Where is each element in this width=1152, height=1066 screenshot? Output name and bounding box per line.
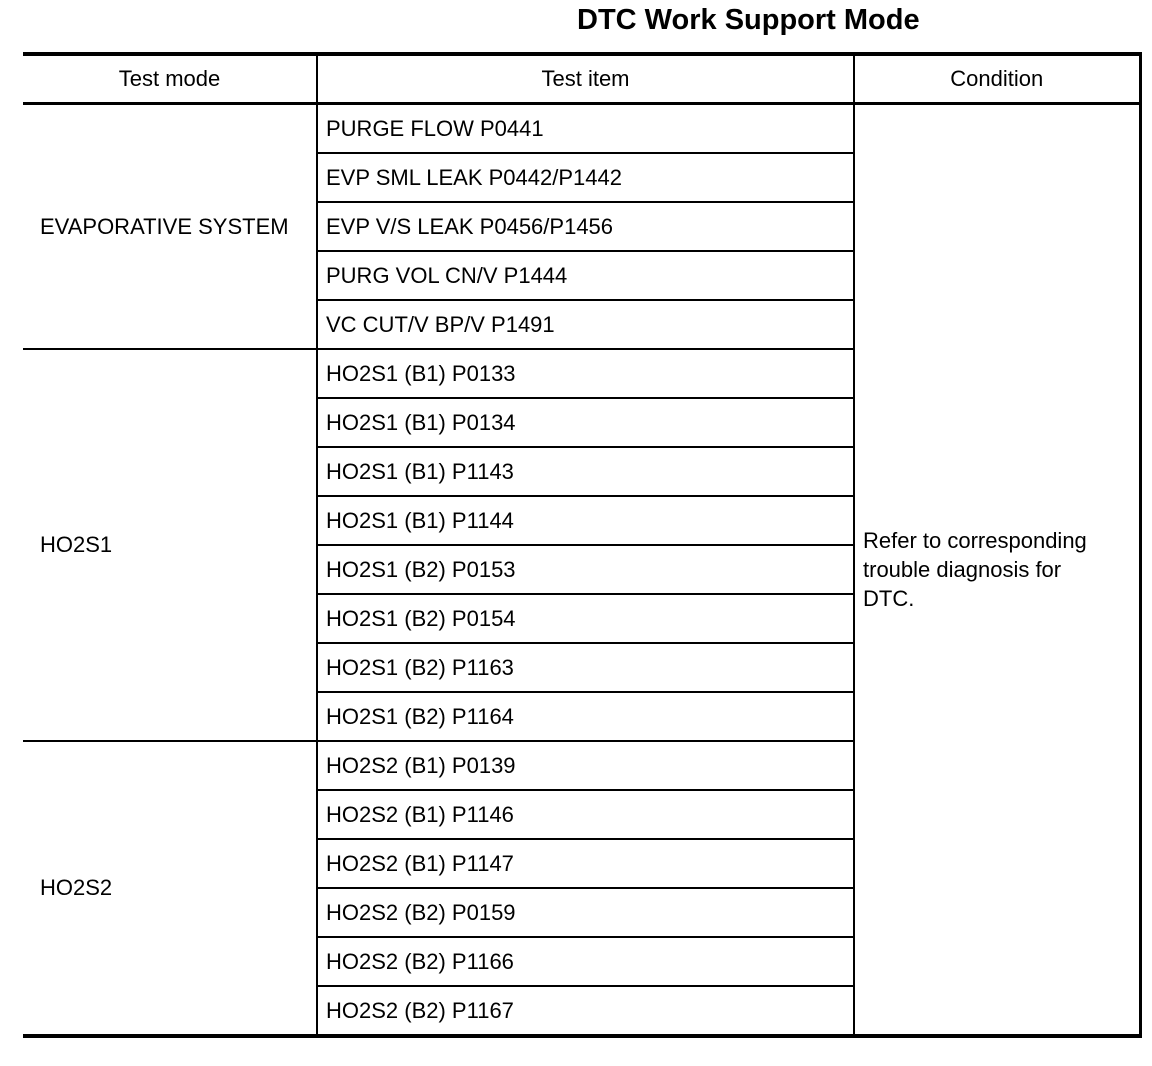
header-row: [23, 54, 1140, 104]
test-item-cell: HO2S2 (B2) P1167: [317, 986, 854, 1036]
test-item-cell: HO2S2 (B2) P1166: [317, 937, 854, 986]
header-test-item: Test item: [317, 54, 854, 104]
test-mode-cell: HO2S2: [23, 741, 317, 1036]
test-item-cell: HO2S1 (B2) P0154: [317, 594, 854, 643]
test-item-cell: PURG VOL CN/V P1444: [317, 251, 854, 300]
test-item-cell: EVP SML LEAK P0442/P1442: [317, 153, 854, 202]
test-item-cell: HO2S2 (B1) P1146: [317, 790, 854, 839]
condition-cell: Refer to corresponding trouble diagnosis for DTC.: [854, 104, 1140, 1037]
test-item-cell: HO2S2 (B1) P1147: [317, 839, 854, 888]
header-test-mode: Test mode: [23, 54, 317, 104]
test-item-cell: HO2S1 (B1) P0133: [317, 349, 854, 398]
test-item-cell: HO2S2 (B1) P0139: [317, 741, 854, 790]
test-item-cell: HO2S2 (B2) P0159: [317, 888, 854, 937]
page-title: DTC Work Support Mode: [577, 4, 920, 36]
test-item-cell: HO2S1 (B2) P0153: [317, 545, 854, 594]
test-item-cell: HO2S1 (B2) P1163: [317, 643, 854, 692]
test-item-cell: EVP V/S LEAK P0456/P1456: [317, 202, 854, 251]
test-mode-cell: HO2S1: [23, 349, 317, 741]
test-mode-cell: EVAPORATIVE SYSTEM: [23, 104, 317, 350]
test-item-cell: HO2S1 (B1) P1144: [317, 496, 854, 545]
header-condition: Condition: [854, 54, 1140, 104]
test-item-cell: HO2S1 (B2) P1164: [317, 692, 854, 741]
test-item-cell: PURGE FLOW P0441: [317, 104, 854, 154]
test-item-cell: HO2S1 (B1) P1143: [317, 447, 854, 496]
test-item-cell: HO2S1 (B1) P0134: [317, 398, 854, 447]
test-item-cell: VC CUT/V BP/V P1491: [317, 300, 854, 349]
dtc-work-support-table: [23, 52, 1142, 1038]
table-row: [23, 104, 1140, 154]
